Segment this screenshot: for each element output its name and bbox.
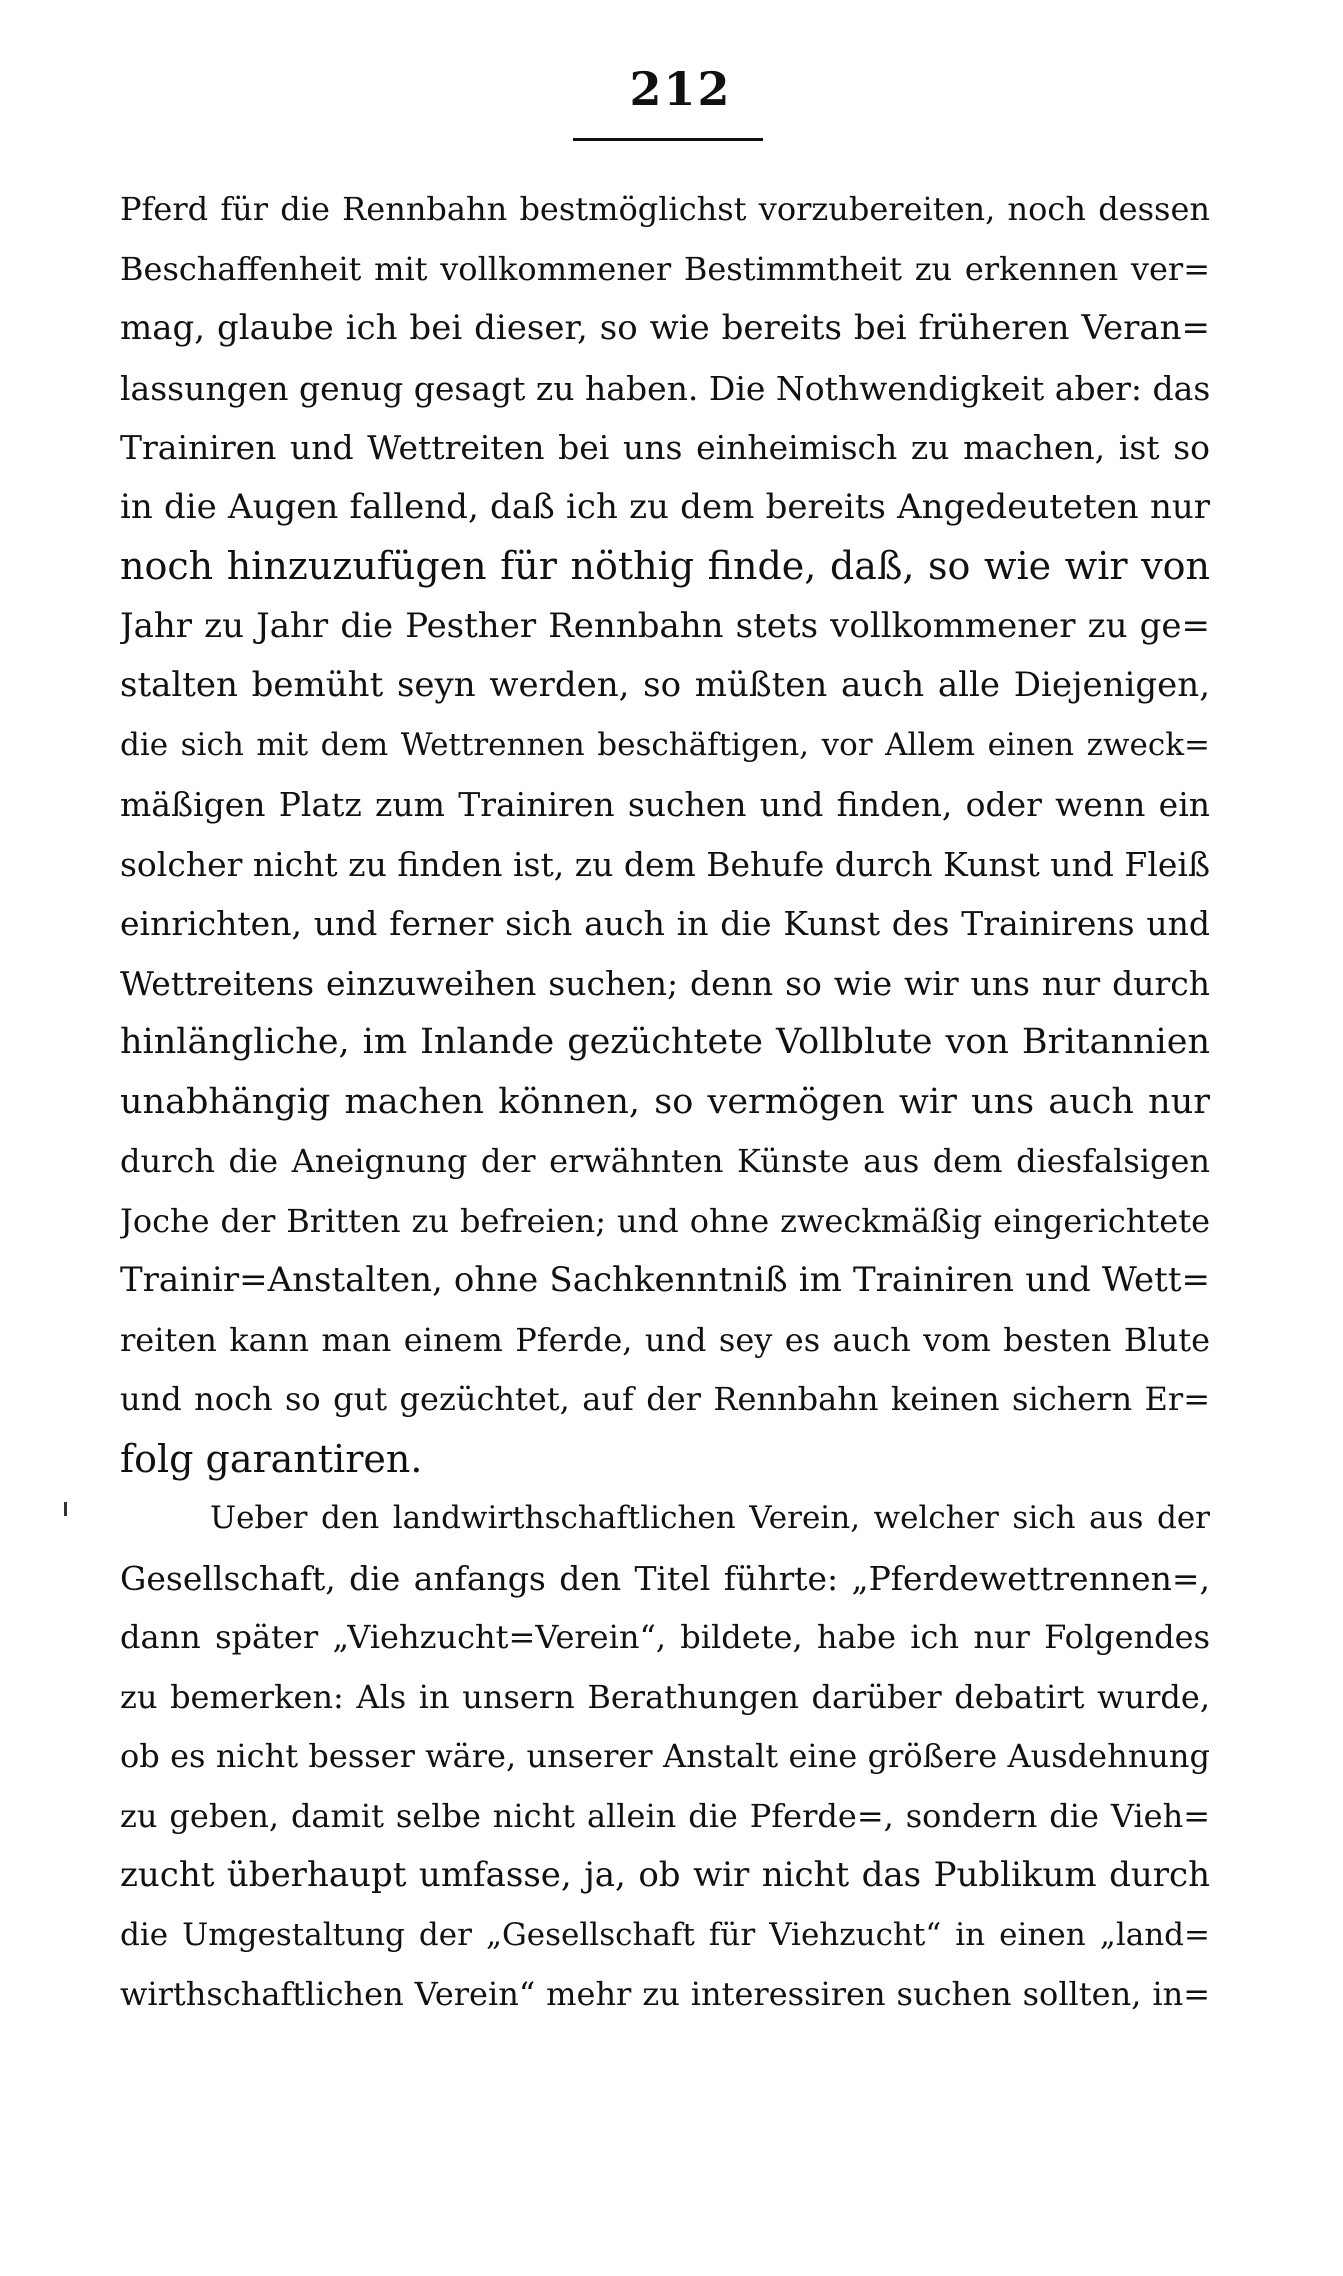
page-number: 212 — [629, 62, 732, 116]
text-line: die Umgestaltung der „Gesellschaft für Viehzucht“ in einen „land= — [120, 1916, 1210, 1953]
text-line: und noch so gut gezüchtet, auf der Rennbahn keinen sichern Er= — [120, 1380, 1210, 1418]
text-line: Joche der Britten zu befreien; und ohne zweckmäßig eingerichtete — [120, 1201, 1210, 1240]
text-line: solcher nicht zu finden ist, zu dem Behufe durch Kunst und Fleiß — [120, 844, 1210, 884]
text-line: Trainir=Anstalten, ohne Sachkenntniß im Trainiren und Wett= — [120, 1260, 1210, 1300]
text-line: einrichten, und ferner sich auch in die Kunst des Trainirens und — [120, 904, 1210, 943]
text-line: ob es nicht besser wäre, unserer Anstalt eine größere Ausdehnung — [120, 1737, 1210, 1775]
text-line: mäßigen Platz zum Trainiren suchen und finden, oder wenn ein — [120, 785, 1210, 824]
text-line: zu bemerken: Als in unsern Berathungen darüber debatirt wurde, — [120, 1677, 1210, 1716]
text-line: Trainiren und Wettreiten bei uns einheimisch zu machen, ist so — [120, 428, 1210, 467]
text-line: noch hinzuzufügen für nöthig finde, daß, so wie wir von — [120, 544, 1210, 588]
text-line: stalten bemüht seyn werden, so müßten auch alle Diejenigen, — [120, 665, 1210, 705]
text-line: in die Augen fallend, daß ich zu dem bereits Angedeuteten nur — [120, 486, 1210, 527]
text-line: Ueber den landwirthschaftlichen Verein, welcher sich aus der — [210, 1500, 1210, 1536]
text-line: dann später „Viehzucht=Verein“, bildete, habe ich nur Folgendes — [120, 1618, 1210, 1656]
text-line: zucht überhaupt umfasse, ja, ob wir nicht das Publikum durch — [120, 1855, 1210, 1895]
text-line: folg garantiren. — [120, 1436, 423, 1481]
text-line: lassungen genug gesagt zu haben. Die Nothwendigkeit aber: das — [120, 368, 1210, 408]
text-line: wirthschaftlichen Verein“ mehr zu interessiren suchen sollten, in= — [120, 1975, 1210, 2013]
text-line: Wettreitens einzuweihen suchen; denn so wie wir uns nur durch — [120, 963, 1210, 1003]
text-line: Pferd für die Rennbahn bestmöglichst vorzubereiten, noch dessen — [120, 190, 1210, 228]
text-line: Jahr zu Jahr die Pesther Rennbahn stets vollkommener zu ge= — [120, 605, 1210, 646]
text-line: hinlängliche, im Inlande gezüchtete Vollblute von Britannien — [120, 1022, 1210, 1062]
margin-mark — [64, 1502, 67, 1516]
text-line: Gesellschaft, die anfangs den Titel führte: „Pferdewettrennen=, — [120, 1558, 1210, 1598]
text-line: mag, glaube ich bei dieser, so wie bereits bei früheren Veran= — [120, 308, 1210, 348]
text-line: zu geben, damit selbe nicht allein die Pferde=, sondern die Vieh= — [120, 1796, 1210, 1835]
text-line: unabhängig machen können, so vermögen wir uns auch nur — [120, 1081, 1210, 1122]
text-line: durch die Aneignung der erwähnten Künste aus dem diesfalsigen — [120, 1142, 1210, 1180]
header-rule — [573, 138, 763, 141]
text-line: reiten kann man einem Pferde, und sey es auch vom besten Blute — [120, 1320, 1210, 1359]
text-line: Beschaffenheit mit vollkommener Bestimmtheit zu erkennen ver= — [120, 249, 1210, 288]
body-text — [120, 180, 1210, 2025]
text-line: die sich mit dem Wettrennen beschäftigen, vor Allem einen zweck= — [120, 726, 1210, 763]
